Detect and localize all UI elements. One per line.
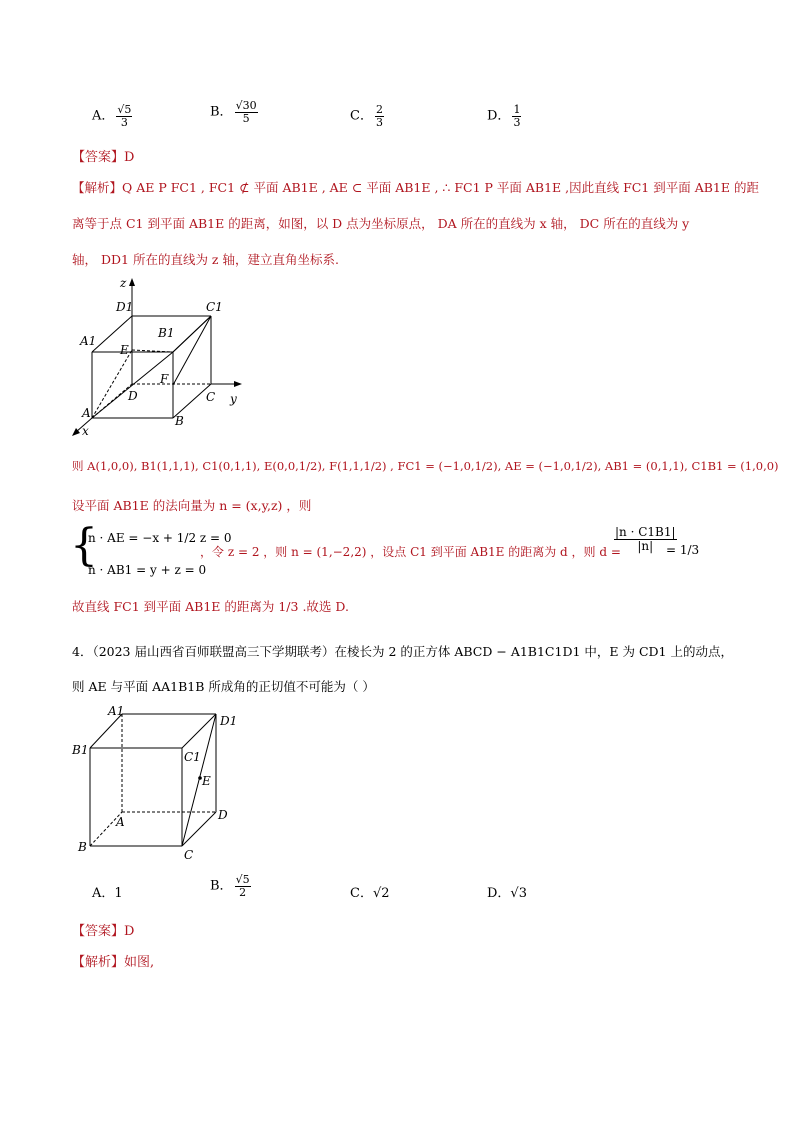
- label-A1: A1: [80, 334, 97, 348]
- fig2-label-A1: A1: [108, 704, 125, 718]
- system-brace: {: [70, 520, 98, 571]
- fig2-label-D: D: [218, 808, 228, 822]
- label-x: x: [82, 424, 89, 438]
- fig2-label-C1: C1: [184, 750, 201, 764]
- system-eq1: n · AE = −x + 1/2 z = 0: [88, 531, 232, 545]
- label-D: D: [128, 389, 138, 403]
- option2-c: C．√2: [350, 886, 390, 901]
- system-continuation: ，令 z = 2 ，则 n = (1,−2,2) ，设点 C1 到平面 AB1E 的距离为 d ，则 d =: [200, 545, 621, 559]
- option-c: C． $\frac{2}{3}$: [350, 103, 383, 129]
- system-eq2: n · AB1 = y + z = 0: [88, 563, 207, 577]
- conclusion-1: 故直线 FC1 到平面 AB1E 的距离为 1/3 .故选 D.: [72, 599, 349, 614]
- question-4-line1: 4．（2023 届山西省百师联盟高三下学期联考）在棱长为 2 的正方体 ABCD − A1B1C1D1 中，E 为 CD1 上的动点，: [72, 644, 733, 659]
- fig2-label-E: E: [202, 774, 211, 788]
- analysis-1-line1: 【解析】Q AE P FC1 , FC1 ⊄ 平面 AB1E , AE ⊂ 平面 AB1E , ∴ FC1 P 平面 AB1E ,因此直线 FC1 到平面 AB1E 的距: [72, 180, 759, 195]
- fig2-label-B1: B1: [72, 743, 89, 757]
- option-d: D． $\frac{1}{3}$: [487, 103, 521, 129]
- label-C1: C1: [206, 300, 223, 314]
- cube-figure-2: [80, 702, 240, 862]
- fig2-label-D1: D1: [220, 714, 238, 728]
- question-4-line2: 则 AE 与平面 AA1B1B 所成角的正切值不可能为（ ）: [72, 679, 375, 694]
- option2-a: A．1: [92, 886, 123, 901]
- label-C: C: [206, 390, 216, 404]
- label-F: F: [160, 372, 169, 386]
- option2-d: D．√3: [487, 886, 527, 901]
- answer-1: [72, 146, 134, 165]
- answer-label: 【答案】: [72, 150, 125, 165]
- label-B1: B1: [158, 326, 175, 340]
- cube-figure-1: [66, 272, 256, 442]
- analysis-1-line2: 离等于点 C1 到平面 AB1E 的距离，如图，以 D 点为坐标原点， DA 所在的直线为 x 轴， DC 所在的直线为 y: [72, 216, 690, 231]
- distance-fraction: $\frac{|n \cdot C1B1|}{|n|}$: [615, 525, 676, 553]
- answer-value: D: [124, 150, 135, 165]
- label-A: A: [82, 406, 91, 420]
- label-y: y: [230, 392, 237, 406]
- label-E: E: [120, 343, 129, 357]
- analysis-2: 【解析】如图,: [72, 955, 155, 970]
- normal-vector-line: 设平面 AB1E 的法向量为 n = (x,y,z) ，则: [72, 498, 312, 513]
- fig2-label-C: C: [184, 848, 194, 862]
- answer-2: [72, 920, 134, 939]
- coordinates-line: 则 A(1,0,0), B1(1,1,1), C1(0,1,1), E(0,0,1/2), F(1,1,1/2) , FC1 = (−1,0,1/2), AE = (−1,0,1/2), AB1 = (0,1,1), C1B1 = (1,0,0): [72, 459, 779, 473]
- fig2-label-A: A: [116, 815, 125, 829]
- answer2-label: 【答案】: [72, 924, 125, 939]
- answer2-value: D: [124, 924, 135, 939]
- fig2-label-B: B: [78, 840, 87, 854]
- distance-result: = 1/3: [666, 543, 700, 557]
- label-B: B: [175, 414, 184, 428]
- option-a: A． $\frac{√5}{3}$: [92, 103, 132, 129]
- label-D1: D1: [116, 300, 134, 314]
- analysis-1-line3: 轴， DD1 所在的直线为 z 轴，建立直角坐标系.: [72, 252, 339, 267]
- option2-b: B． $\frac{√5}{2}$: [210, 873, 250, 899]
- label-z: z: [120, 276, 127, 290]
- option-b: B． $\frac{√30}{5}$: [210, 99, 257, 125]
